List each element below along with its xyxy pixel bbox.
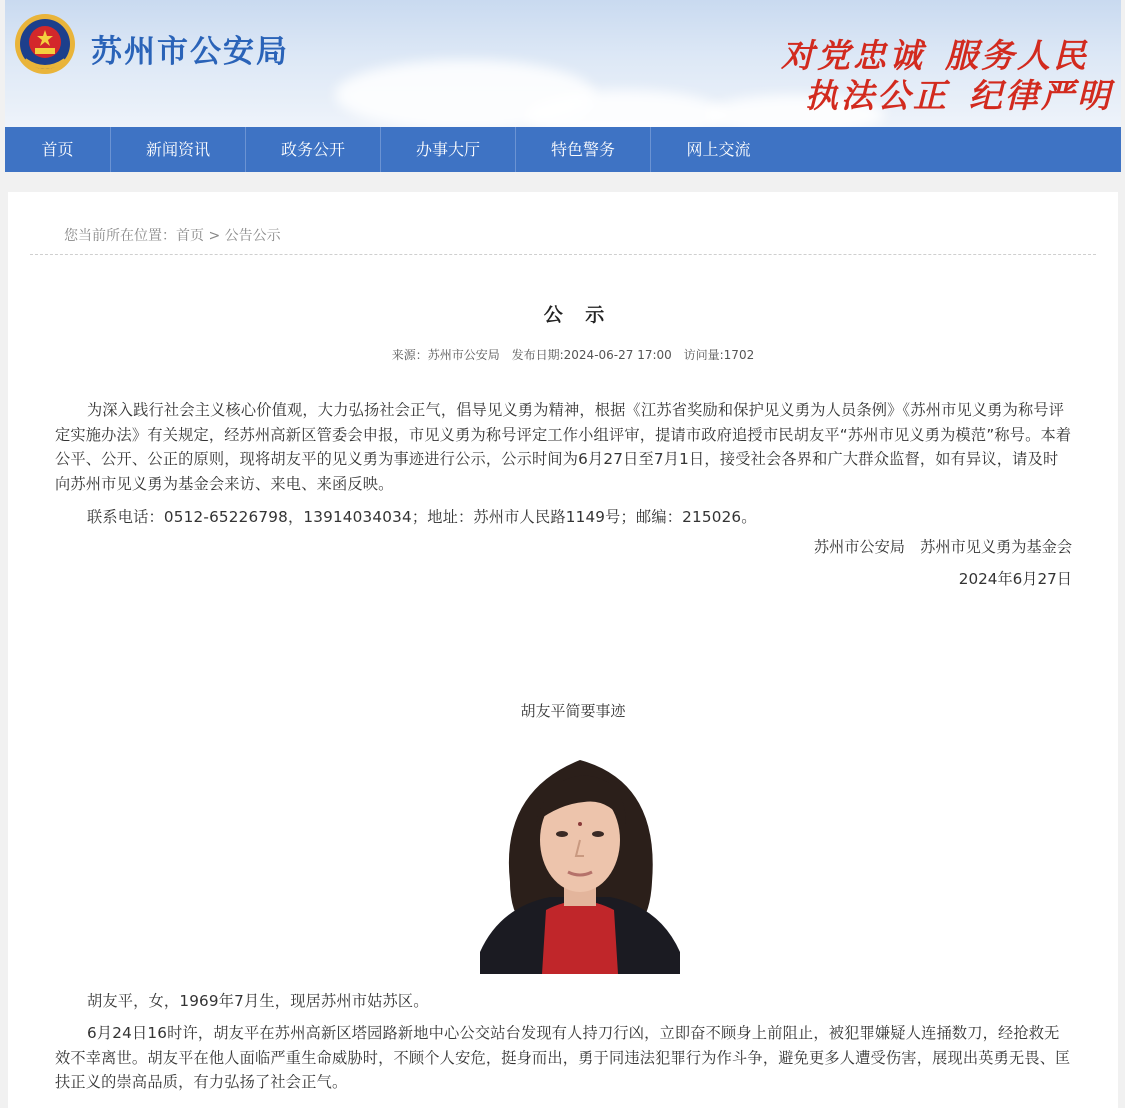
- slogan-2: 服务人民: [945, 36, 1089, 75]
- article-views: 访问量:1702: [683, 348, 755, 362]
- nav-item-online-exchange[interactable]: 网上交流: [686, 140, 751, 159]
- header-banner: [5, 0, 1121, 127]
- story-text: 6月24日16时许，胡友平在苏州高新区塔园路新地中心公交站台发现有人持刀行凶，立即奋不顾身上前阻止，被犯罪嫌疑人连捅数刀，经抢救无效不幸离世。胡友平在他人面临严重生命威胁时，不顾个人安危，挺身而出，勇于同违法犯罪行为作斗争，避免更多人遭受伤害，展现出英勇无畏、匡扶正义的崇高品质，有力弘扬了社会正气。: [55, 1024, 1071, 1091]
- signature: 苏州市公安局 苏州市见义勇为基金会: [813, 538, 1072, 556]
- article-date: 发布日期:2024-06-27 17:00: [511, 348, 672, 362]
- breadcrumb-home-link[interactable]: 首页: [176, 228, 204, 244]
- police-emblem-icon[interactable]: [13, 12, 77, 76]
- breadcrumb-prefix: 您当前所在位置：: [64, 228, 176, 244]
- sign-date: 2024年6月27日: [958, 570, 1072, 588]
- nav-item-news[interactable]: 新闻资讯: [111, 127, 246, 172]
- breadcrumb-separator: >: [208, 228, 221, 244]
- article-source: 来源：苏州市公安局: [391, 348, 500, 362]
- contact-info: 联系电话：0512-65226798，13914034034；地址：苏州市人民路1149号；邮编：215026。: [87, 508, 757, 526]
- slogan-4: 纪律严明: [969, 76, 1113, 115]
- main-nav: [5, 127, 1121, 172]
- bio-text: 胡友平，女，1969年7月生，现居苏州市姑苏区。: [87, 992, 429, 1010]
- nav-item-policing[interactable]: 特色警务: [516, 127, 651, 172]
- site-name[interactable]: 苏州市公安局: [91, 34, 289, 70]
- content-card: [8, 192, 1118, 1108]
- breadcrumb-current-link[interactable]: 公告公示: [224, 228, 281, 244]
- nav-item-gov-affairs[interactable]: 政务公开: [246, 127, 381, 172]
- page-title: 公 示: [543, 304, 613, 326]
- divider: [30, 254, 1096, 255]
- portrait-photo: [480, 732, 680, 974]
- slogan-3: 执法公正: [805, 76, 949, 115]
- notice-paragraph: 为深入践行社会主义核心价值观，大力弘扬社会正气，倡导见义勇为精神，根据《江苏省奖励和保护见义勇为人员条例》《苏州市见义勇为称号评定实施办法》有关规定，经苏州高新区管委会申报，市见义勇为称号评定工作小组评审，提请市政府追授市民胡友平“苏州市见义勇为模范”称号。本着公平、公开、公正的原则，现将胡友平的见义勇为事迹进行公示，公示时间为6月27日至7月1日，接受社会各界和广大群众监督，如有异议，请及时向苏州市见义勇为基金会来访、来电、来函反映。: [55, 401, 1072, 493]
- breadcrumb: [64, 225, 281, 245]
- nav-item-home[interactable]: 首页: [5, 127, 111, 172]
- photo-caption: 胡友平简要事迹: [520, 702, 626, 720]
- slogan-1: 对党忠诚: [781, 36, 925, 75]
- article-meta: [8, 346, 1125, 363]
- nav-item-service-hall[interactable]: 办事大厅: [381, 127, 516, 172]
